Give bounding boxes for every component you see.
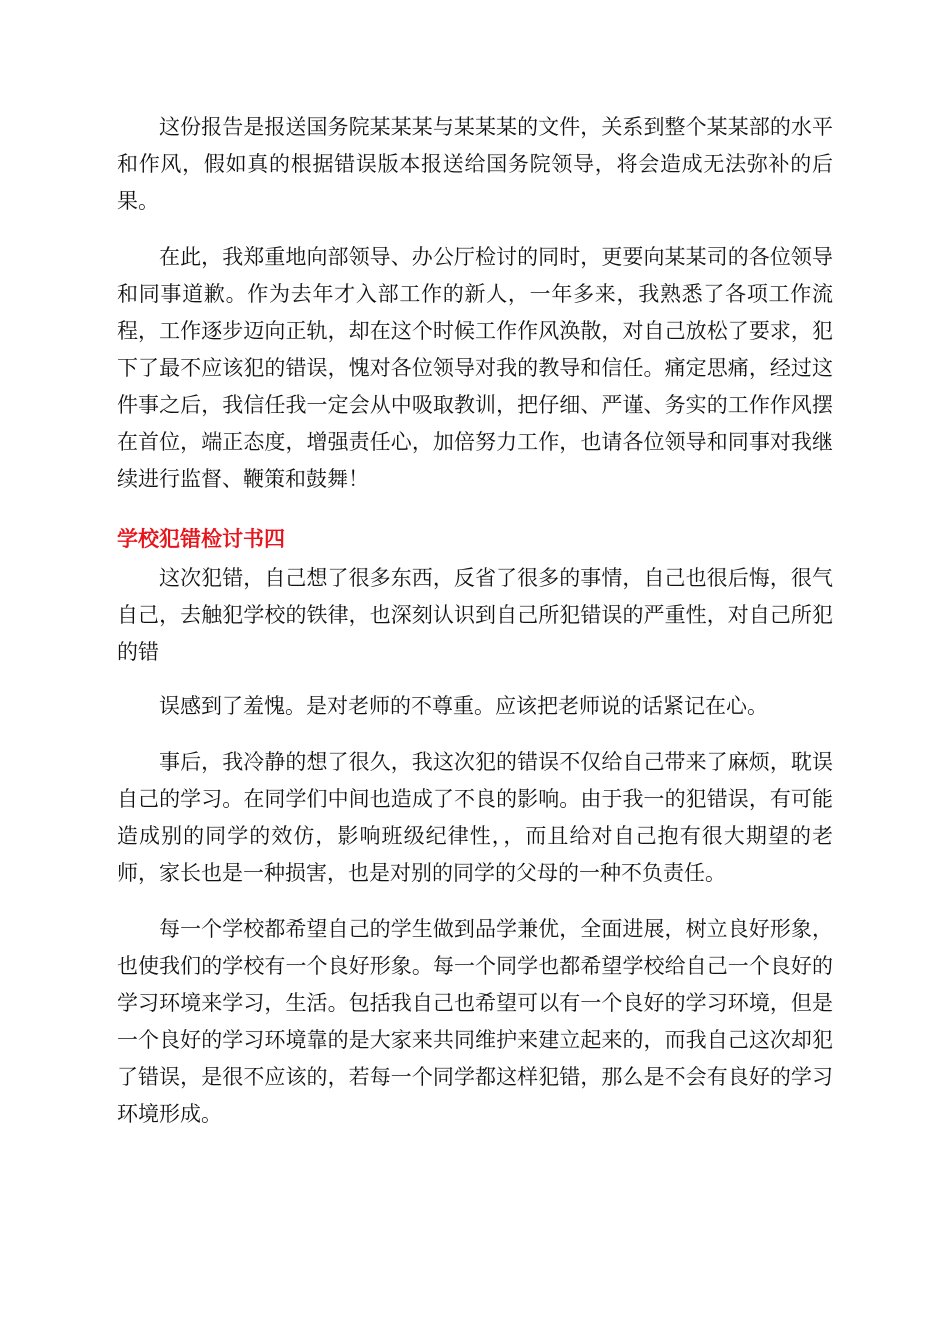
- paragraph: 这份报告是报送国务院某某某与某某某的文件，关系到整个某某部的水平和作风，假如真的根据错误版本报送给国务院领导，将会造成无法弥补的后果。: [117, 115, 833, 213]
- paragraph: 误感到了羞愧。是对老师的不尊重。应该把老师说的话紧记在心。: [159, 694, 768, 718]
- paragraph: 每一个学校都希望自己的学生做到品学兼优，全面进展，树立良好形象，也使我们的学校有一个良好形象。每一个同学也都希望学校给自己一个良好的学习环境来学习，生活。包括我自己也希望可以有一个良好的学习环境，但是一个良好的学习环境靠的是大家来共同维护来建立起来的，而我自己这次却犯了错误，是很不应该的，若每一个同学都这样犯错，那么是不会有良好的学习环境形成。: [117, 917, 833, 1126]
- document-page: [117, 109, 833, 1133]
- paragraph: 这次犯错，自己想了很多东西，反省了很多的事情，自己也很后悔，很气自己，去触犯学校的铁律，也深刻认识到自己所犯错误的严重性，对自己所犯的错: [117, 566, 833, 664]
- section-heading: 学校犯错检讨书四: [117, 527, 285, 551]
- paragraph: 事后，我冷静的想了很久，我这次犯的错误不仅给自己带来了麻烦，耽误自己的学习。在同学们中间也造成了不良的影响。由于我一的犯错误，有可能造成别的同学的效仿，影响班级纪律性，，而且给对自己抱有很大期望的老师，家长也是一种损害，也是对别的同学的父母的一种不负责任。: [117, 750, 833, 885]
- paragraph: 在此，我郑重地向部领导、办公厅检讨的同时，更要向某某司的各位领导和同事道歉。作为去年才入部工作的新人，一年多来，我熟悉了各项工作流程，工作逐步迈向正轨，却在这个时候工作作风涣散，对自己放松了要求，犯下了最不应该犯的错误，愧对各位领导对我的教导和信任。痛定思痛，经过这件事之后，我信任我一定会从中吸取教训，把仔细、严谨、务实的工作作风摆在首位，端正态度，增强责任心，加倍努力工作，也请各位领导和同事对我继续进行监督、鞭策和鼓舞！: [117, 245, 833, 491]
